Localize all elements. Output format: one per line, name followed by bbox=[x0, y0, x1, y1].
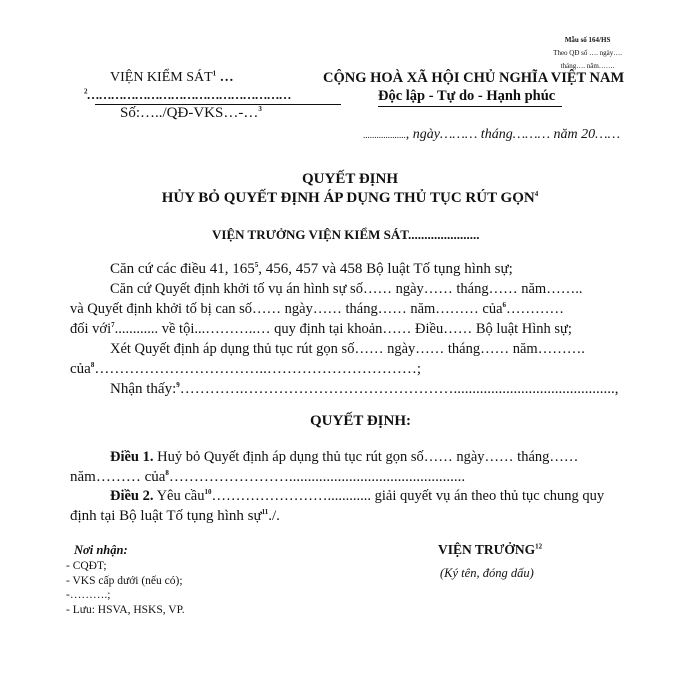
document-number-footnote: 3 bbox=[258, 105, 262, 113]
article-1-continued-footnote: 8 bbox=[165, 469, 169, 477]
body-para-legal-basis-footnote: 5 bbox=[254, 261, 259, 269]
article-2-text-b: ……………………............ giải quyết vụ án theo thủ tục chung quy bbox=[211, 488, 605, 504]
form-number-line2: Theo QĐ số …. ngày…. bbox=[553, 49, 622, 57]
motto-underline bbox=[378, 106, 562, 107]
date-text: , ngày……… tháng……… năm 20…… bbox=[405, 127, 621, 142]
document-title: QUYẾT ĐỊNH bbox=[302, 171, 398, 187]
article-1-text: Huỷ bỏ Quyết định áp dụng thủ tục rút gọn số…… ngày…… tháng…… bbox=[153, 449, 579, 465]
document-subtitle-footnote: 4 bbox=[534, 190, 539, 198]
body-para-case-decision: Căn cứ Quyết định khởi tố vụ án hình sự số…… ngày…… tháng…… năm…….. bbox=[110, 281, 583, 297]
article-1-label: Điều 1. bbox=[110, 449, 154, 465]
document-number-text: Số:…../QĐ-VKS…-… bbox=[120, 105, 259, 121]
body-para-legal-basis-b: , 456, 457 và 458 Bộ luật Tố tụng hình sự; bbox=[258, 261, 513, 277]
agency-tail: … bbox=[216, 70, 234, 85]
article-2 bbox=[110, 487, 604, 505]
body-para-finding-b: ………….……………………………………..........................................., bbox=[179, 381, 619, 397]
body-para-of bbox=[70, 360, 421, 378]
article-2-continued-b: ./. bbox=[268, 508, 280, 524]
decision-heading: QUYẾT ĐỊNH: bbox=[310, 413, 411, 429]
article-2-footnote: 10 bbox=[204, 488, 212, 497]
body-para-finding bbox=[110, 380, 618, 398]
signature-title-text: VIỆN TRƯỞNG bbox=[438, 542, 536, 557]
body-para-accused-decision-a: và Quyết định khởi tố bị can số…… ngày…… tháng…… năm……… của bbox=[70, 301, 503, 317]
recipient-item: - Lưu: HSVA, HSKS, VP. bbox=[66, 603, 185, 616]
national-motto: Độc lập - Tự do - Hạnh phúc bbox=[378, 88, 556, 104]
nation-title: CỘNG HOÀ XÃ HỘI CHỦ NGHĨA VIỆT NAM bbox=[323, 70, 625, 86]
body-para-against bbox=[70, 320, 572, 338]
body-para-finding-footnote: 9 bbox=[176, 381, 180, 389]
agency-label: VIỆN KIỂM SÁT bbox=[110, 70, 213, 85]
document-subtitle-text: HỦY BỎ QUYẾT ĐỊNH ÁP DỤNG THỦ TỤC RÚT GỌN bbox=[161, 190, 535, 206]
sub-agency-footnote: 2 bbox=[84, 87, 87, 96]
body-para-finding-a: Nhận thấy: bbox=[110, 381, 177, 397]
article-2-continued-footnote: 11 bbox=[261, 508, 269, 516]
article-2-text-a: Yêu cầu bbox=[153, 488, 205, 504]
document-number bbox=[120, 104, 262, 122]
body-para-accused-decision-b: ………… bbox=[506, 301, 565, 317]
body-para-of-a: của bbox=[70, 361, 91, 377]
recipients-heading: Nơi nhận: bbox=[74, 543, 128, 557]
signature-title-footnote: 12 bbox=[535, 542, 543, 551]
signature-note: (Ký tên, đóng dấu) bbox=[440, 566, 534, 580]
date-place: ................... bbox=[363, 130, 406, 140]
date-line bbox=[363, 126, 620, 144]
document-subtitle bbox=[0, 189, 700, 207]
body-para-against-a: đối với bbox=[70, 321, 112, 337]
body-para-against-footnote: 7 bbox=[111, 321, 115, 330]
sub-agency bbox=[84, 86, 291, 104]
body-para-considering: Xét Quyết định áp dụng thủ tục rút gọn số…… ngày…… tháng…… năm………. bbox=[110, 341, 585, 357]
recipient-item: - CQĐT; bbox=[66, 560, 107, 572]
form-number-line1: Mẫu số 164/HS bbox=[564, 36, 611, 44]
article-2-label: Điều 2. bbox=[110, 488, 154, 504]
body-para-of-footnote: 8 bbox=[90, 361, 95, 369]
recipient-item: - VKS cấp dưới (nếu có); bbox=[66, 574, 183, 587]
body-para-legal-basis bbox=[110, 260, 513, 278]
article-1 bbox=[110, 448, 578, 466]
form-number-line3: tháng…. năm……. bbox=[560, 62, 615, 70]
form-number bbox=[553, 34, 622, 73]
article-1-continued bbox=[70, 468, 465, 486]
article-2-continued bbox=[70, 507, 280, 525]
body-para-legal-basis-a: Căn cứ các điều 41, 165 bbox=[110, 261, 255, 277]
recipient-item: -……….; bbox=[66, 589, 111, 601]
article-1-continued-a: năm……… của bbox=[70, 469, 166, 485]
body-para-of-b: ……………………………..…………………………; bbox=[94, 361, 421, 377]
agency-footnote: 1 bbox=[212, 69, 217, 78]
article-2-continued-a: định tại Bộ luật Tố tụng hình sự bbox=[70, 508, 262, 524]
body-para-against-b: ............ về tội...………..… quy định tại khoản…… Điều…… Bộ luật Hình sự; bbox=[114, 321, 572, 337]
article-1-continued-b: ……………………............................................... bbox=[168, 469, 466, 485]
body-para-accused-decision-footnote: 6 bbox=[502, 301, 507, 310]
recipients-list bbox=[66, 559, 185, 617]
signature-title bbox=[438, 542, 542, 558]
body-para-accused-decision bbox=[70, 300, 564, 318]
chief-title: VIỆN TRƯỞNG VIỆN KIỂM SÁT...................... bbox=[212, 227, 480, 242]
agency-name bbox=[110, 69, 234, 87]
sub-agency-dots: …………………………………………… bbox=[86, 87, 291, 102]
